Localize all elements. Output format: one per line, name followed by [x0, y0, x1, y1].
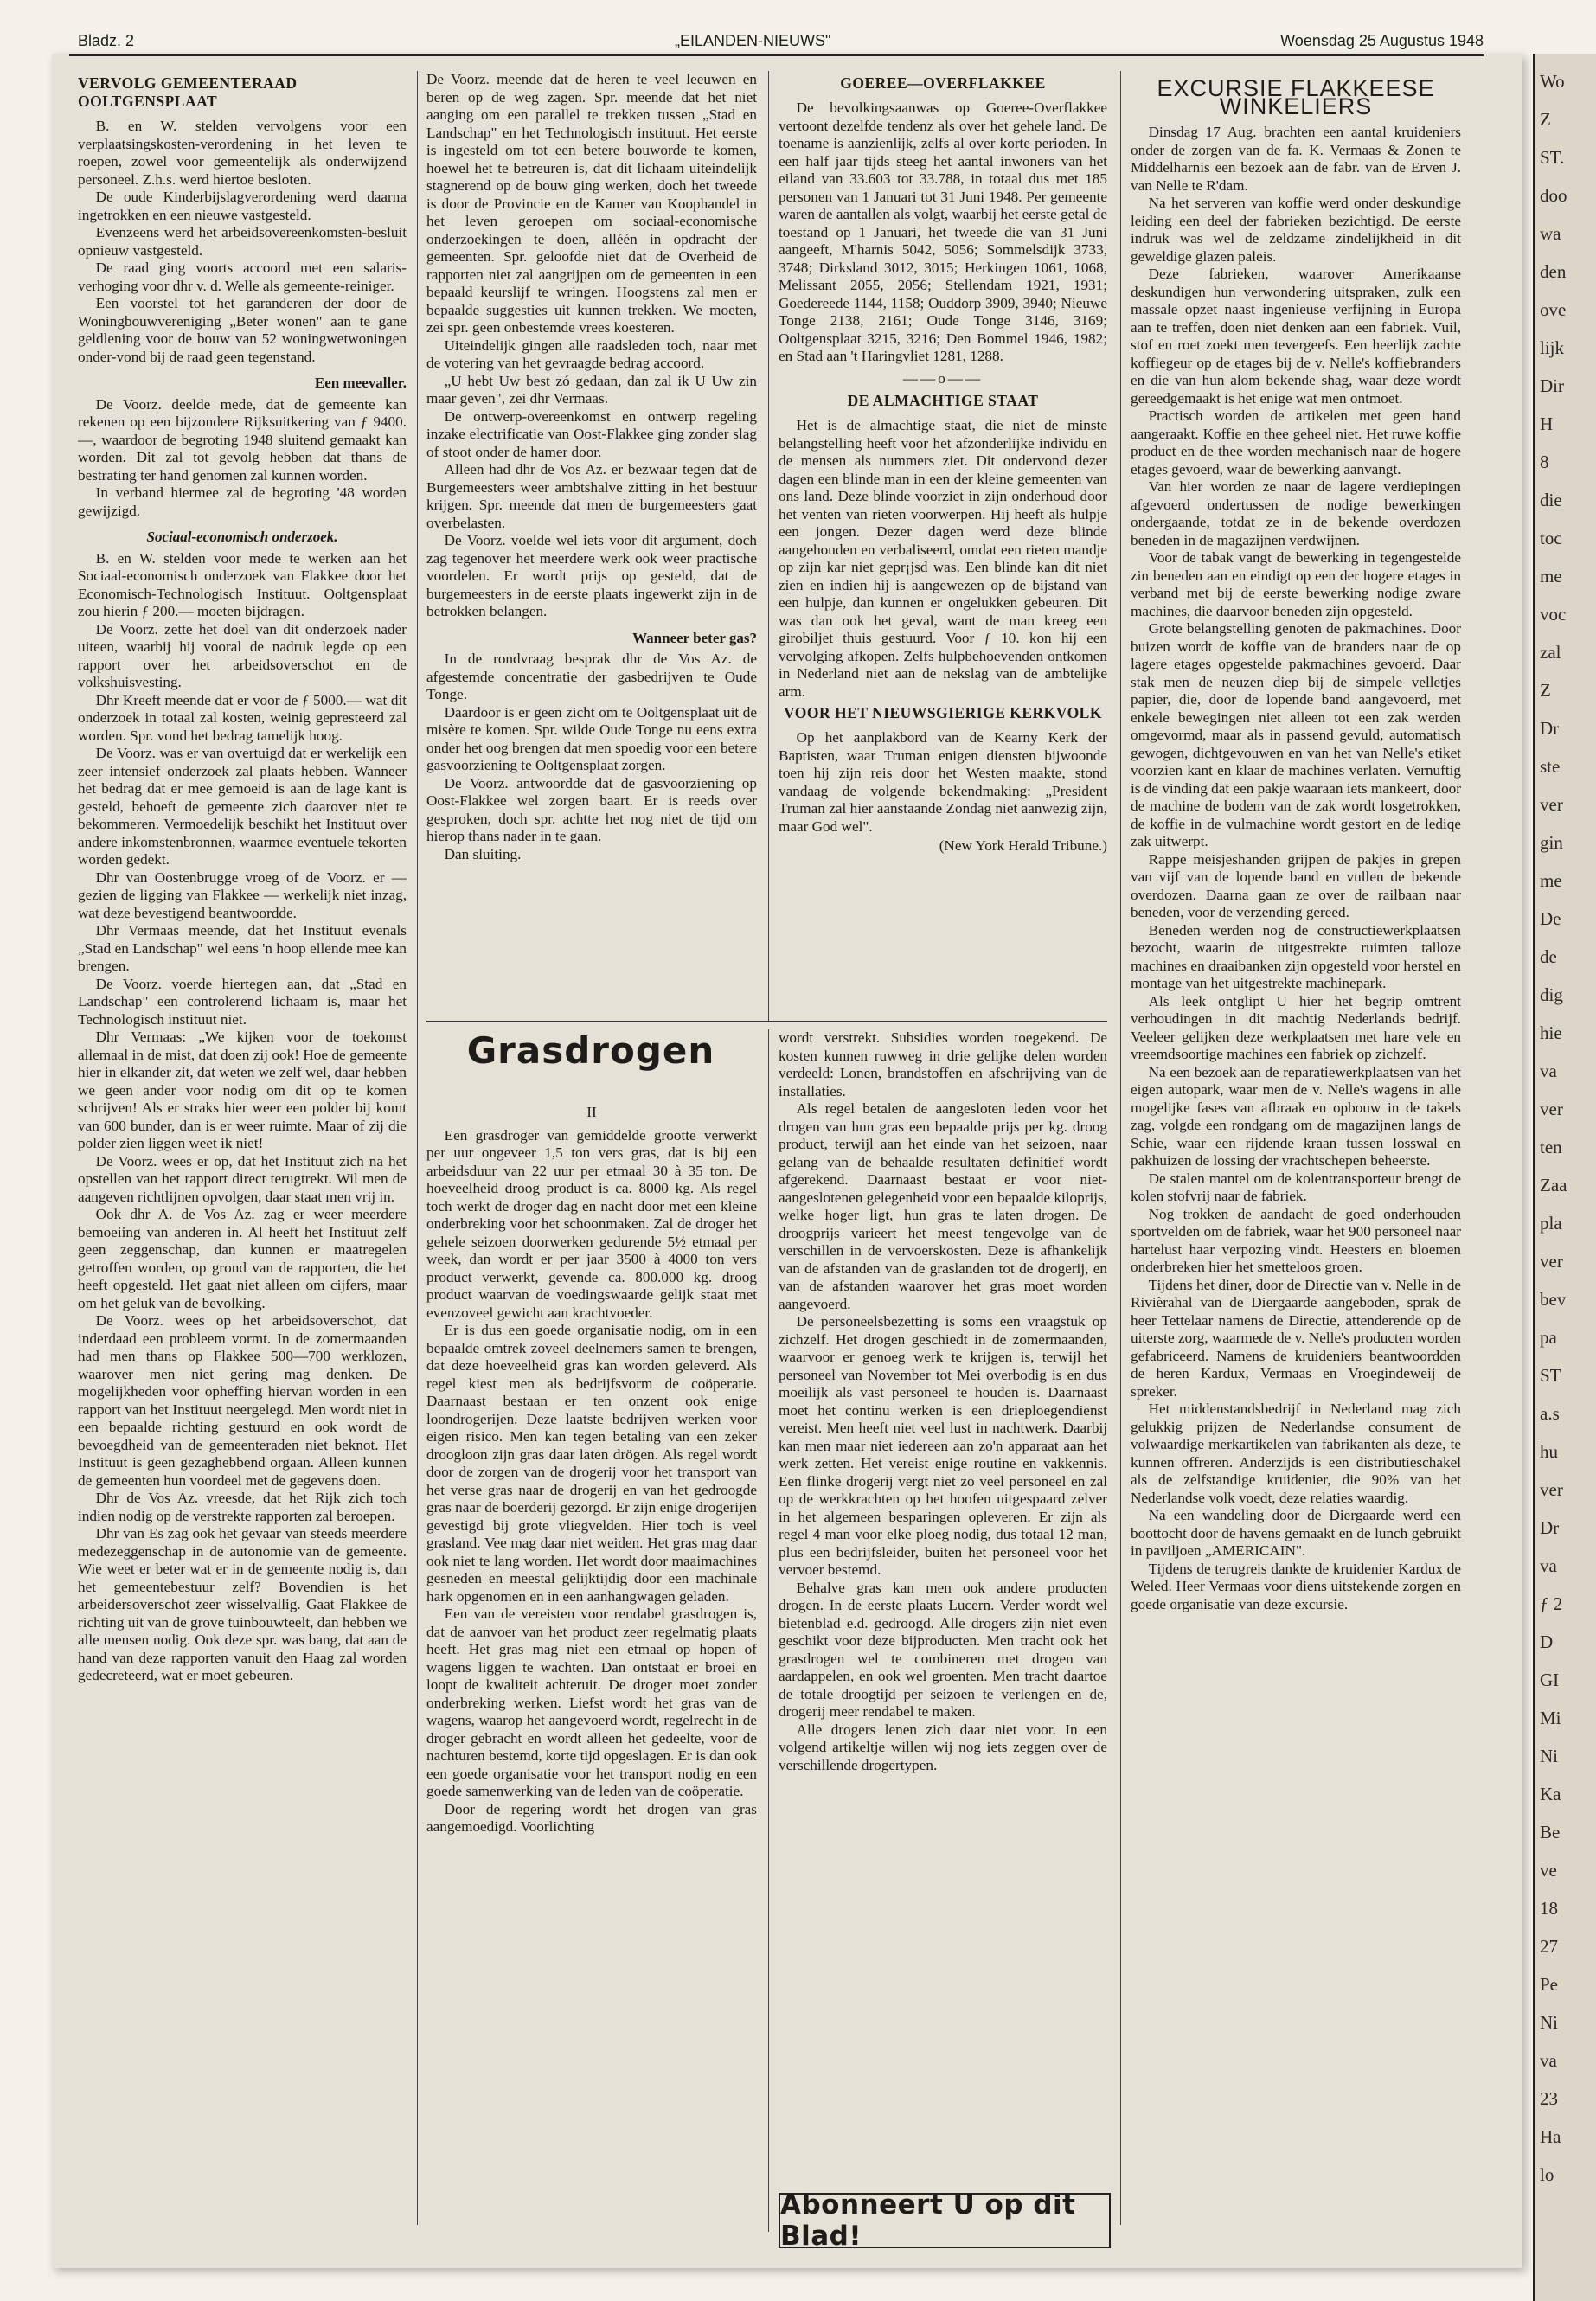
paragraph: De raad ging voorts accoord met een salaris-verhoging voor dhr v. d. Welle als gemeente-reiniger. — [78, 260, 407, 294]
part-number: II — [586, 1104, 597, 1120]
edge-text: Mi — [1540, 1708, 1561, 1728]
edge-text: hu — [1540, 1441, 1558, 1462]
edge-text: va — [1540, 1555, 1557, 1576]
paragraph: Dinsdag 17 Aug. brachten een aantal kruideniers onder de zorgen van de fa. K. Vermaas & Zonen te Middelharnis een bezoek aan de fabr. van de Erven J. van Nelle te R'dam. — [1131, 124, 1461, 194]
edge-text: zal — [1540, 642, 1561, 663]
subheading: Wanneer beter gas? — [632, 629, 757, 646]
edge-text: 18 — [1540, 1898, 1558, 1919]
edge-text: wa — [1540, 223, 1561, 244]
edge-text: Wo — [1540, 71, 1565, 92]
edge-text: va — [1540, 2050, 1557, 2071]
paragraph: Door de regering wordt het drogen van gras aangemoedigd. Voorlichting — [426, 1800, 757, 1835]
paragraph: Dhr van Es zag ook het gevaar van steeds meerdere medezeggenschap in de autonomie van de gemeente. Wie weet er beter wat er in de gemeente nodig is, dan het gemeentebestuur zelf? Bovendien is het arbeidersoverschot zeer wisselvallig. Gaat Flakkee de richting uit van de grove tuinbouwteelt, dan hebben we alle mensen nodig. Ook deze spr. was bang, dat aan de hand van deze rapporten vanuit den Haag zal worden gedecreteerd, wat er moet gebeuren. — [78, 1525, 407, 1683]
paragraph: De Voorz. zette het doel van dit onderzoek nader uiteen, waarbij hij vooral de nadruk legde op een rapport over het arbeidsoverschot en de volkshuisvesting. — [78, 620, 407, 690]
edge-text: de — [1540, 946, 1557, 967]
edge-text: lo — [1540, 2164, 1554, 2185]
paragraph: Alle drogers lenen zich daar niet voor. In een volgend artikeltje willen wij nog iets zeggen over de verschillende drogertypen. — [779, 1721, 1107, 1773]
paragraph: De Voorz. voelde wel iets voor dit argument, doch zag tegenover het meerdere werk ook weer practische voordelen. Er wordt prijs op gesteld, dat de burgemeesters in de eerste plaats ingewerkt zijn in de betrokken belangen. — [426, 532, 757, 619]
paragraph: „U hebt Uw best zó gedaan, dan zal ik U Uw zin maar geven", zei dhr Vermaas. — [426, 372, 757, 407]
edge-text: ST. — [1540, 147, 1565, 168]
edge-text: Zaa — [1540, 1175, 1567, 1195]
edge-text: Z — [1540, 680, 1551, 701]
paragraph: Alleen had dhr de Vos Az. er bezwaar tegen dat de Burgemeesters weer ambtshalve zitting in het bestuur krijgen. Spr. meende dat men de burgemeesters gaat overbelasten. — [426, 461, 757, 531]
newspaper-name: „EILANDEN-NIEUWS" — [675, 32, 831, 49]
paragraph: De Voorz. wees er op, dat het Instituut zich na het opstellen van het rapport direct terugtrekt. Wil men de aangeven richtlijnen opvolgen, daar staat men vrij in. — [78, 1152, 407, 1205]
edge-text: ƒ 2 — [1540, 1593, 1563, 1614]
paragraph: De ontwerp-overeenkomst en ontwerp regeling inzake electrificatie van Oost-Flakkee ging zonder slag of stoot onder de hamer door. — [426, 407, 757, 460]
edge-text: GI — [1540, 1670, 1560, 1690]
paragraph: De Voorz. deelde mede, dat de gemeente kan rekenen op een bijzondere Rijksuitkering van ƒ 9400.—, waardoor de begroting 1948 sluitend gemaakt kan worden. Dit zal tot gevolg hebben dat thans de bestrating ter hand genomen zal kunnen worden. — [78, 395, 407, 484]
paragraph: B. en W. stelden vervolgens voor een verplaatsingskosten-verordening in het leven te roepen, zowel voor gemeentelijk als onderwijzend personeel. Z.h.s. werd hiertoe besloten. — [78, 118, 407, 188]
edge-text: Dr — [1540, 718, 1560, 739]
grasdrogen-right — [779, 1029, 1107, 2184]
paragraph: Er is dus een goede organisatie nodig, om in een bepaalde omtrek zoveel deelnemers samen te brengen, dat deze hoeveelheid gras kan worden geleverd. Als regel kiest men als bedrijfsvorm de coöperatie. Daarnaast bestaan er ten onzent ook enige loondrogerijen. Deze laatste bedrijven werken voor eigen risico. Men kan tegen betaling van een zeker droogloon zijn gras daar laten drögen. Als regel wordt door de zorgen van de drogerij voor het transport van het verse gras naar de drogerij en van het gedroogde gras naar de boerderij gezorgd. Er zijn enige drogerijen gevestigd bij grote vliegvelden. Hier toch is veel grasland. Vee mag daar niet weiden. Het gras mag daar ook niet te lang worden. Het wordt door maaimachines gesneden en meestal gelijktijdig door een machinale hark opgenomen en in een aanhangwagen geladen. — [426, 1322, 757, 1605]
subheading: Sociaal-economisch onderzoek. — [146, 529, 338, 545]
column-rule-3 — [1120, 71, 1121, 2225]
paragraph: Rappe meisjeshanden grijpen de pakjes in grepen van vijf van de lopende band en vullen de bekende overdozen. Daarna gaan ze over de railbaan naar beneden, voor de verzending gereed. — [1131, 850, 1461, 920]
edge-text: 8 — [1540, 452, 1549, 472]
paragraph: Een grasdroger van gemiddelde grootte verwerkt per uur ongeveer 1,5 ton vers gras, dat is bij een arbeidsduur van 22 uur per etmaal 30 à 35 ton. De hoeveelheid droog product is ca. 8000 kg. Als regel toch werkt de droger dag en nacht door met een kleine onderbreking voor het schoonmaken. Zal de droger het gehele seizoen doorwerken gedurende 5½ etmaal per week, dan wordt er per jaar 3500 à 4000 ton vers product verwerkt, gevende ca. 800.000 kg. droog product waarvan de voedingswaarde gelijk staat met evenzoveel gewicht aan krachtvoeder. — [426, 1126, 757, 1321]
paragraph: Na een bezoek aan de reparatiewerkplaatsen van het eigen autopark, waar men de v. Nelle's wagens in alle mogelijke fases van afbraak en opbouw in de takels zag, volgde een rondgang om de magazijnen langs de Schie, waar een rijdende kraan tussen losswal en pakhuizen de lossing der vrachtschepen beheerste. — [1131, 1063, 1461, 1169]
article-gemeenteraad — [78, 71, 407, 2216]
paragraph: wordt verstrekt. Subsidies worden toegekend. De kosten kunnen ruwweg in drie gelijke delen worden verdeeld: Lonen, brandstoffen en afschrijving van de installaties. — [779, 1029, 1107, 1099]
paragraph: De bevolkingsaanwas op Goeree-Overflakkee vertoont dezelfde tendenz als over het gehele land. De toename is aanzienlijk, zelfs al over korte perioden. In een half jaar tijds steeg het aantal inwoners van het eiland van 33.603 tot 33.788, in totaal dus met 185 personen van 1 Januari tot 31 Juni 1948. Per gemeente waren de aantallen als volgt, waarbij het eerste getal de toestand op 1 Januari, het tweede die van 31 Juni aangeeft, M'harnis 5042, 5056; Sommelsdijk 3733, 3748; Dirksland 3012, 3015; Herkingen 1061, 1068, Melissant 2055, 2056; Stellendam 1921, 1931; Goedereede 1144, 1158; Ouddorp 3909, 3940; Nieuwe Tonge 2138, 2161; Oude Tonge 3146, 3169; Ooltgensplaat 3215, 3216; Den Bommel 1946, 1982; en Stad aan 't Haringvliet 1281, 1288. — [779, 99, 1107, 364]
edge-text: Ha — [1540, 2126, 1561, 2147]
edge-text: ver — [1540, 1251, 1563, 1272]
edge-text: Z — [1540, 109, 1551, 130]
edge-text: pla — [1540, 1213, 1562, 1234]
article-excursie — [1131, 71, 1461, 2216]
paragraph: De personeelsbezetting is soms een vraagstuk op zichzelf. Het drogen geschiedt in de zomermaanden, waarvoor er genoeg werk te krijgen is, terwijl het personeel van November tot Mei overbodig is en dus moeilijk als vast personeel te houden is. Daarnaast moet het continu werken is een drieploegendienst vereist. Men heeft niet veel lust in nachtwerk. Daarbij kan men maar niet iedereen aan zo'n apparaat aan het werk zetten. Het vereist enige routine en vakkennis. Een flinke drogerij vergt niet zo veel personeel en zal op de werkkrachten op het hoofen uitgespaard zelver in het algemeen besparingen opleveren. Er zijn als regel 4 man voor elke ploeg nodig, dus totaal 12 man, plus een bedrijfsleider, buiten het personeel voor het vervoer bestemd. — [779, 1313, 1107, 1578]
edge-text: Ni — [1540, 2012, 1558, 2033]
section-rule — [426, 1021, 1107, 1022]
edge-text: ten — [1540, 1137, 1562, 1157]
edge-text: Pe — [1540, 1974, 1558, 1995]
column-rule-grasdrogen — [768, 1029, 769, 2232]
article-title: GOEREE—OVERFLAKKEE — [840, 74, 1046, 92]
column-rule-2 — [768, 71, 769, 1022]
edge-text: doo — [1540, 185, 1567, 206]
edge-text: Dr — [1540, 1517, 1560, 1538]
subheading: Een meevaller. — [314, 375, 407, 391]
edge-text: hie — [1540, 1022, 1562, 1043]
edge-text: ove — [1540, 299, 1567, 320]
paragraph: Evenzeens werd het arbeidsovereenkomsten-besluit opnieuw vastgesteld. — [78, 224, 407, 259]
paragraph: De stalen mantel om de kolentransporteur brengt de kolen stofvrij naar de fabriek. — [1131, 1170, 1461, 1204]
separator: ——o—— — [902, 369, 984, 387]
paragraph: Uiteindelijk gingen alle raadsleden toch, naar met de votering van het gevraagde bedrag accoord. — [426, 336, 757, 371]
paragraph: Dhr Vermaas meende, dat het Instituut evenals „Stad en Landschap" wel eens 'n hoop ellende mee kan brengen. — [78, 922, 407, 974]
paragraph: In verband hiermee zal de begroting '48 worden gewijzigd. — [78, 484, 407, 519]
edge-text: den — [1540, 261, 1567, 282]
edge-text: ver — [1540, 1479, 1563, 1500]
edge-text: ve — [1540, 1860, 1557, 1881]
page-header — [69, 29, 1484, 56]
edge-text: D — [1540, 1631, 1554, 1652]
edge-text: ste — [1540, 756, 1561, 777]
edge-text: Dir — [1540, 375, 1564, 396]
paragraph: Beneden werden nog de constructiewerkplaatsen bezocht, waarin de uitgestrekte ruimten talloze machines en draaibanken zijn opgesteld voor herstel en montage van het uitgestrekte machinepark. — [1131, 921, 1461, 991]
edge-text: voc — [1540, 604, 1567, 625]
edge-text: va — [1540, 1061, 1557, 1081]
edge-text: lijk — [1540, 337, 1565, 358]
paragraph: De Voorz. voerde hiertegen aan, dat „Stad en Landschap" een controlerend lichaam is, maar het Technologisch instituut niet. — [78, 975, 407, 1028]
column-news — [779, 71, 1107, 1087]
page-number: Bladz. 2 — [78, 32, 135, 49]
paragraph: Dhr Kreeft meende dat er voor de ƒ 5000.— wat dit onderzoek in totaal zal kosten, weinig gepresteerd zal worden. Spr. vond het bedrag tamelijk hoog. — [78, 691, 407, 744]
issue-date: Woensdag 25 Augustus 1948 — [1280, 32, 1484, 49]
paragraph: Het is de almachtige staat, die niet de minste belangstelling heeft voor het afzonderlijke individu en de mensen als nummers ziet. Dit ondervond dezer dagen een blinde man in een der kleine gemeenten van ons land. Deze blinde voorziet in zijn onderhoud door het venten van rieten voorwerpen. Hij heeft als hulpje een jongen. Dezer dagen werd deze blinde aangehouden en verbaliseerd, omdat een rieten mandje op zijn kar niet gepr¡jsd was. Een blinde kan dit niet zien en indien hij is aangewezen op de bijstand van een hulpje, dan kunnen er ongelukken gebeuren. Dit was dan ook het geval, want de man kreeg een girobiljet thuis gestuurd. Voor ƒ 10. kon hij een vervolging afkopen. Zelfs hulpbehoevenden ontkomen in Nederland niet aan de nekslag van de ambtelijke arm. — [779, 417, 1107, 700]
paragraph: B. en W. stelden voor mede te werken aan het Sociaal-economisch onderzoek van Flakkee door het Economisch-Technologisch Instituut. Ooltgensplaat zou hierin ƒ 200.— moeten bijdragen. — [78, 549, 407, 619]
article-title: VERVOLG GEMEENTERAAD OOLTGENSPLAAT — [78, 74, 298, 110]
paragraph: Deze fabrieken, waarover Amerikaanse deskundigen hun verwondering uitspraken, zulk een massale opzet naast ingenieuse verfijning in Europa aan te treffen, doen niet denken aan een fabriek. Vuil, stof en roet zoekt men tevergeefs. Een heerlijk zachte koffiegeur op de etages bij de v. Nelle's koffiebranders en die van hun alom bekende shag, waar deze wordt gereedgemaakt is het enige wat men ontmoet. — [1131, 266, 1461, 407]
edge-text: ST — [1540, 1365, 1561, 1386]
paragraph: In de rondvraag besprak dhr de Vos Az. de afgestemde concentratie der gasbedrijven te Oude Tonge. — [426, 651, 757, 702]
paragraph: Na het serveren van koffie werd onder deskundige leiding een deel der fabrieken bezichtigd. De eerste indruk was wel de zeldzame zindelijkheid in dit geweldige glazen paleis. — [1131, 195, 1461, 265]
edge-text: ver — [1540, 794, 1563, 815]
edge-text: Be — [1540, 1822, 1561, 1843]
edge-text: De — [1540, 908, 1561, 929]
paragraph: Een voorstel tot het garanderen der door de Woningbouwvereniging „Beter wonen" aan te gane geldlening voor de bouw van 52 woningwetwoningen onder-vond bij de raad geen tegenstand. — [78, 295, 407, 365]
edge-text: 23 — [1540, 2088, 1558, 2109]
paragraph: Dhr Vermaas: „We kijken voor de toekomst allemaal in de mist, dat doen zij ook! Hoe de gemeente hier in elkander zit, dat weten we zelf wel, daar hebben we geen ander voor nodig om dit op te komen schrijven! Als er straks hier weer een polder bij komt van 600 bunder, dan is er weer ruimte. Maar of zij die polder zien liggen weet ik niet! — [78, 1029, 407, 1151]
paragraph: Ook dhr A. de Vos Az. zag er weer meerdere bemoeiing van anderen in. Al heeft het Instituut zelf geen zeggenschap, dan kunnen er maatregelen getroffen worden, op grond van de rapporten, die het heeft opgesteld. Het gaat niet alleen om cijfers, maar om het geluk van de bevolking. — [78, 1206, 407, 1311]
paragraph: De Voorz. was er van overtuigd dat er werkelijk een zeer intensief onderzoek zal plaats hebben. Wanneer het bedrag dat er mee gemoeid is aan de lage kant is gesteld, behoeft de gemeente zich daarover niet te bekommeren. Vermoedelijk beschikt het Instituut over andere inkomstenbronnen, waarmee eventuele tekorten worden gedekt. — [78, 745, 407, 868]
grasdrogen-title: Grasdrogen — [466, 1029, 715, 1072]
paragraph: Van hier worden ze naar de lagere verdiepingen afgevoerd ondertussen de nodige bewerkingen ondergaande, totdat ze in de bekende overdozen beneden in de magazijnen verdwijnen. — [1131, 478, 1461, 548]
column-rule-1 — [417, 71, 418, 2225]
edge-text: ver — [1540, 1099, 1563, 1119]
edge-text: a.s — [1540, 1403, 1560, 1424]
paragraph: Een van de vereisten voor rendabel grasdrogen is, dat de aanvoer van het product zeer regelmatig plaats heeft. Het gras mag niet een etmaal op hopen of wagens liggen te wachten. Dan ontstaat er broei en loopt de kwaliteit achteruit. De droger moet zonder onderbreking werken. Liefst wordt het gras van de wagens, waarop het aangevoerd wordt, regelrecht in de droger gebracht en wordt alleen het gedeelte, voor de nachturen bestemd, korte tijd opgeslagen. Er is dan ook een goede organisatie voor het transport nodig en een goede samenwerking van de leden van de coöperatie. — [426, 1606, 757, 1799]
paragraph: Tijdens de terugreis dankte de kruidenier Kardux de Weled. Heer Vermaas voor diens uitstekende zorgen en goede organisatie van deze excursie. — [1131, 1560, 1461, 1612]
paragraph: Dhr de Vos Az. vreesde, dat het Rijk zich toch indien nodig op de verstrekte rapporten zal beroepen. — [78, 1490, 407, 1524]
edge-text: H — [1540, 413, 1554, 434]
grasdrogen-left — [426, 1099, 757, 2214]
edge-text: Ka — [1540, 1784, 1561, 1804]
paragraph: Het middenstandsbedrijf in Nederland mag zich gelukkig prijzen de Nederlandse consument de volwaardige merkartikelen van fabrikanten als deze, te kunnen offreren. Anderzijds is een distributieschakel als de zelfstandige kruidenier, die 90% van het Nederlandse volk voedt, deze relaties waardig. — [1131, 1400, 1461, 1506]
paragraph: Tijdens het diner, door de Directie van v. Nelle in de Rivièrahal van de Diergaarde aangeboden, sprak de heer Tettelaar namens de Directie, attenderende op de uiterste zorg, waarmede de v. Nelle's producten worden gefabriceerd. Namens de kruideniers beantwoordden de heren Kardux, Vermaas en Vroegindeweij de spreker. — [1131, 1276, 1461, 1400]
paragraph: Behalve gras kan men ook andere producten drogen. In de eerste plaats Lucern. Verder wordt wel bietenblad e.d. gedroogd. Alle drogers zijn niet even geschikt voor deze bijproducten. Men tracht ook het grasdrogen wel te combineren met drogen van aardappelen, en ook wel groenten. Men tracht daartoe de totale droogtijd per seizoen te verlengen en de, drogerij meer rendabel te maken. — [779, 1579, 1107, 1720]
paragraph: Grote belangstelling genoten de pakmachines. Door buizen wordt de koffie van de branders naar de op lagere etages opgestelde pakmachines gevoerd. Daar stak men de neuzen diep bij de simpele velletjes papier, die, door de lopende band aangevoerd, met enkele bewegingen niet alleen tot een zak werden omgevormd, maar als in passend gevuld, automatisch gewogen, dichtgevouwen en van het van Nelle's etiket voorzien kant en klaar de machines verlaten. Vernuftig is de vinding dat een pakje waaraan iets mankeert, door de machine de bodem van de zak wordt losgetrokken, de koffie in de vulmachine wordt gestort en de lediqe zak uitwerpt. — [1131, 620, 1461, 849]
edge-text: pa — [1540, 1327, 1557, 1348]
paragraph: Dan sluiting. — [444, 845, 522, 862]
source-attribution: (New York Herald Tribune.) — [939, 837, 1107, 854]
paragraph: De oude Kinderbijslagverordening werd daarna ingetrokken en een nieuwe vastgesteld. — [78, 189, 407, 223]
article-title: VOOR HET NIEUWSGIERIGE KERKVOLK — [784, 704, 1102, 721]
article-gemeenteraad-continued — [426, 71, 757, 1087]
paragraph: Voor de tabak vangt de bewerking in tegengestelde zin beneden aan en eindigt op een der hogere etages in verband met bij de eerste bewerking nodige zware machines, die daarvoor beneden zijn opgesteld. — [1131, 549, 1461, 619]
edge-text: Ni — [1540, 1746, 1558, 1766]
article-title: EXCURSIE FLAKKEESE WINKELIERS — [1157, 75, 1435, 119]
paragraph: Als leek ontglipt U hier het begrip omtrent verhoudingen in dit machtig Nederlands bedrijf. Veeleer gelijken deze werkplaatsen met hare vele en vreemdsoortige machines een fabriek op zichzelf. — [1131, 992, 1461, 1062]
edge-text: gin — [1540, 832, 1563, 853]
paragraph: Daardoor is er geen zicht om te Ooltgensplaat uit de misère te komen. Spr. wilde Oude Tonge nu eens extra onder het oog brengen dat men spoedig voor een betere gasvoorziening te Ooltgensplaat zorgen. — [426, 703, 757, 773]
paragraph: De Voorz. wees op het arbeidsoverschot, dat inderdaad een probleem vormt. In de zomermaanden had men thans op Flakkee 500—700 werklozen, waarover men niet gering mag denken. De mogelijkheden voor opheffing hiervan worden in een rapport van het Instituut neergelegd. Men wordt niet in een bepaalde richting gestuurd en ook wordt de bevoegdheid van de gemeenteraden niet beknot. Het Instituut is geen gezaghebbend orgaan. Alleen kunnen de gemeenten hun voordeel met de gegevens doen. — [78, 1312, 407, 1489]
paragraph: Dhr van Oostenbrugge vroeg of de Voorz. er — gezien de ligging van Flakkee — werkelijk niet inzag, wat deze bevestigend beantwoordde. — [78, 868, 407, 921]
paragraph: Practisch worden de artikelen met geen hand aangeraakt. Koffie en thee geheel niet. Het ruwe koffie product en de thee worden mechanisch naar de hogere etages gevoerd, waar de bewerking aanvangt. — [1131, 407, 1461, 478]
edge-text: 27 — [1540, 1936, 1558, 1957]
edge-text: me — [1540, 566, 1562, 586]
paragraph: Na een wandeling door de Diergaarde werd een boottocht door de havens gemaakt en de lunch gebruikt in paviljoen „AMERICAIN". — [1131, 1507, 1461, 1559]
paragraph: De Voorz. meende dat de heren te veel leeuwen en beren op de weg zagen. Spr. meende dat het niet aanging om een parallel te trekken tussen „Stad en Landschap" en het Technologisch instituut. Het eerste is ingesteld om tot een betere bouworde te komen, hoewel het te betreuren is, dat dit lichaam uiteindelijk stagnerend op de bouw ging werken, doch het tweede is door de Provincie en de Kamer van Koophandel in het leven geroepen om sociaal-economische onderzoekingen te doen, alléén in opdracht der gemeenten. Spr. geloofde niet dat de Overheid de rapporten niet zal aangrijpen om de gemeenten in een bepaald keurslijf te wringen. Hoogstens zal men er bepaalde suggesties uit kunnen trekken. We moeten, zei spr. geen onbestemde vrees koesteren. — [426, 71, 757, 336]
edge-text: dig — [1540, 984, 1563, 1005]
paragraph: Als regel betalen de aangesloten leden voor het drogen van hun gras een bepaalde prijs per kg. droog product, terwijl aan het einde van het seizoen, naar gelang van de behaalde resultaten definitief wordt afgerekend. Daarnaast bestaat er voor niet-aangeslotenen gelegenheid voor een bepaalde kiloprijs, welke hoger ligt, hun gras te laten drogen. De droogprijs varieert het meest tengevolge van de verschillen in de vervoerskosten. Deze is afhankelijk van de afstanden van de graslanden tot de drogerij, en van de afstanden waarover het gras moet worden aangevoerd. — [779, 1100, 1107, 1312]
next-page-edge — [1533, 54, 1596, 2301]
paragraph: Nog trokken de aandacht de goed onderhouden sportvelden om de fabriek, waar het 900 personeel naar hartelust haar verpozing vindt. Heesters en bloemen onderbreken hier het smetteloos groen. — [1131, 1205, 1461, 1275]
edge-text: bev — [1540, 1289, 1567, 1310]
paragraph: De Voorz. antwoordde dat de gasvoorziening op Oost-Flakkee wel zorgen baart. Er is reeds over gesproken, doch spr. achtte het nog niet de tijd om hierop thans nader in te gaan. — [426, 774, 757, 844]
edge-text: die — [1540, 490, 1562, 510]
edge-text: me — [1540, 870, 1562, 891]
edge-text: toc — [1540, 528, 1562, 548]
subscribe-ad: Abonneert U op dit Blad! — [779, 2193, 1111, 2248]
paragraph: Op het aanplakbord van de Kearny Kerk der Baptisten, waar Truman enigen diensten bijwoonde toen hij zijn reis door het Westen maakte, stond vandaag de volgende bekendmaking: „President Truman zal hier aanstaande Zondag niet aanwezig zijn, maar God wel". — [779, 729, 1107, 835]
article-title: DE ALMACHTIGE STAAT — [847, 392, 1039, 409]
